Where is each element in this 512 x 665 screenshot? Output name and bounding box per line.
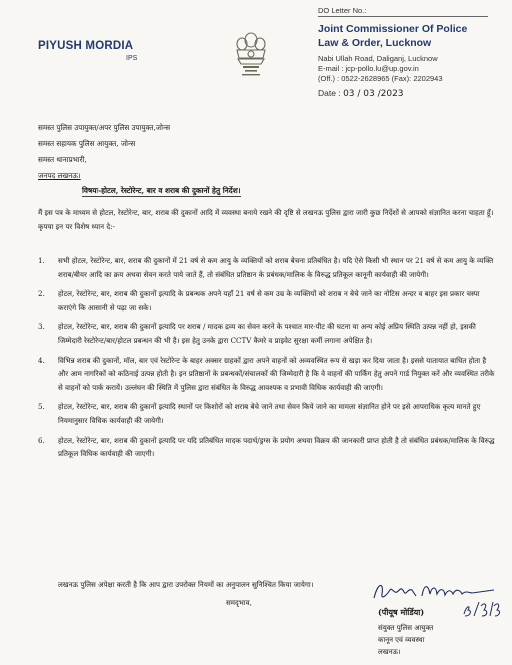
list-item xyxy=(38,320,496,347)
address-line: Nabi Ullah Road, Daliganj, Lucknow xyxy=(318,54,438,63)
designation-line: कानून एवं व्यवस्था xyxy=(378,636,425,644)
item-number: 6. xyxy=(38,435,45,445)
date-value: 03 / 03 /2023 xyxy=(343,89,404,99)
item-text: विभिन्न शराब की दुकानों, मॉल, बार एवं रेस्टोरेन्ट के बाहर अक्सर ग्राहकों द्वारा अपने वाहनों को अव्यवस्थित रूप से खड़ा कर दिया जाता है। इससे यातायात बाधित होता है और आम नागरिकों को कठिनाई उत्पन्न होती है। इन प्रतिष्ठानों के प्रबन्धकों/संचालकों की जिम्मेदारी है कि वे वाहनों की पार्किंग हेतु अपने गार्ड नियुक्त करें और व्यवस्थित तरीके से वाहनों को पार्क करायें। उल्लंघन की स्थिति में पुलिस द्वारा संबंधित के विरुद्ध आवश्यक व प्रभावी विधिक कार्यवाही की जाएगी। xyxy=(58,355,495,392)
email-line: E-mail : jcp-pollo.lu@up.gov.in xyxy=(318,64,419,73)
item-text: सभी होटल, रेस्टोरेन्ट, बार, शराब की दुकानों में 21 वर्ष से कम आयु के व्यक्तियों को शराब बेचना प्रतिबंधित है। यदि ऐसे किसी भी स्थान पर 21 वर्ष से कम आयु के व्यक्ति शराब/बीयर आदि का क्रय अथवा सेवन करते पाये जाते हैं, तो संबंधित प्रतिष्ठान के प्रबंधक/मालिक के विरुद्ध प्रतिकूल कानूनी कार्यवाही की जायेगी। xyxy=(58,256,494,279)
addressee-line: जनपद लखनऊ। xyxy=(38,171,81,180)
office-title: Joint Commissioner Of Police xyxy=(318,23,468,35)
state-emblem-icon xyxy=(228,28,274,86)
item-text: होटल, रेस्टोरेन्ट, बार, शराब की दुकानों इत्यादि पर यदि प्रतिबंधित मादक पदार्थ/ड्रग्स के प्रयोग अथवा विक्रय की जानकारी प्राप्त होती है तो संबंधित प्रबंधक/मालिक के विरुद्ध प्रतिकूल विधिक कार्यवाही की जाएगी। xyxy=(58,435,495,459)
item-number: 2. xyxy=(38,289,45,299)
phone-line: (Off.) : 0522-2628965 (Fax): 2202943 xyxy=(318,74,443,83)
addressee-line: समस्त थानाप्रभारी, xyxy=(38,155,87,164)
signatory-name: (पीयूष मोर्डिया) xyxy=(378,607,425,617)
intro-paragraph: मैं इस पत्र के माध्यम से होटल, रेस्टोरेन्ट, बार, शराब की दुकानों आदि में व्यवस्था बनाये रखने की दृष्टि से लखनऊ पुलिस द्वारा जारी कुछ निर्देशों से आपको संज्ञानित करना चाहता हूँ। कृपया इन पर विशेष ध्यान दे:- xyxy=(38,208,494,231)
list-item xyxy=(38,434,496,461)
instruction-list xyxy=(38,254,496,467)
item-number: 1. xyxy=(38,256,45,265)
addressee-line: समस्त पुलिस उपायुक्त/अपर पुलिस उपायुक्त,जोन्स xyxy=(38,123,171,132)
do-letter-label: DO Letter No.: xyxy=(318,6,367,15)
regards-line: समदृभाव, xyxy=(226,598,252,607)
office-address xyxy=(318,54,508,84)
signatory-designation xyxy=(378,622,433,658)
handwritten-date xyxy=(462,598,502,620)
item-number: 3. xyxy=(38,322,45,332)
letter-date xyxy=(318,88,508,99)
item-text: होटल, रेस्टोरेन्ट, बार, शराब की दुकानों इत्यादि के प्रबन्धक अपने यहाँ 21 वर्ष से कम उम्र के व्यक्तियों को शराब न बेचे जाने का नोटिस अन्दर व बाहर इस प्रकार चस्पा कराएंगे कि आसानी से पढ़ा जा सके। xyxy=(58,289,480,312)
header-rule xyxy=(318,16,488,17)
closing-line: लखनऊ पुलिस अपेक्षा करती है कि आप द्वारा उपरोक्त नियमों का अनुपालन सुनिश्चित किया जायेगा। xyxy=(58,580,314,589)
item-number: 4. xyxy=(38,355,45,365)
item-text: होटल, रेस्टोरेन्ट, बार, शराब की दुकानों इत्यादि स्थानों पर किशोरों को शराब बेचे जाने तथा सेवन किये जाने का मामला संज्ञानित होने पर इसे आपराधिक कृत्य मानते हुए नियमानुसार विधिक कार्यवाही की जायेगी। xyxy=(58,402,481,425)
addressee-line: समस्त सहायक पुलिस आयुक्त, जोन्स xyxy=(38,139,136,148)
service-label: IPS xyxy=(126,55,138,62)
officer-name: PIYUSH MORDIA xyxy=(38,40,134,52)
designation-line: संयुक्त पुलिस आयुक्त xyxy=(378,624,434,632)
office-subtitle: Law & Order, Lucknow xyxy=(318,37,432,49)
list-item xyxy=(38,354,496,395)
item-text: होटल, रेस्टोरेन्ट, बार, शराब की दुकानों इत्यादि पर शराब / मादक द्रव्य का सेवन करने के पश्चात मार-पीट की घटना या अन्य कोई अप्रिय स्थिति उत्पन्न नहीं हो, इसकी जिम्मेदारी रेस्टोरेन्ट/बार/होटल प्रबन्धन की भी है। इस हेतु उनके द्वारा CCTV कैमरे व प्राइवेट सुरक्षा कर्मी लगाना अपेक्षित है। xyxy=(58,322,476,345)
date-label: Date : xyxy=(318,88,341,98)
letter-subject: विषयः-होटल, रेस्टोरेन्ट, बार व शराब की दुकानों हेतु निर्देश। xyxy=(82,186,241,195)
list-item xyxy=(38,400,496,427)
list-item xyxy=(38,287,496,314)
item-number: 5. xyxy=(38,402,45,412)
addressee-block xyxy=(38,120,170,184)
list-item xyxy=(38,254,496,281)
designation-line: लखनऊ। xyxy=(378,648,401,656)
letterhead-office xyxy=(318,6,508,99)
